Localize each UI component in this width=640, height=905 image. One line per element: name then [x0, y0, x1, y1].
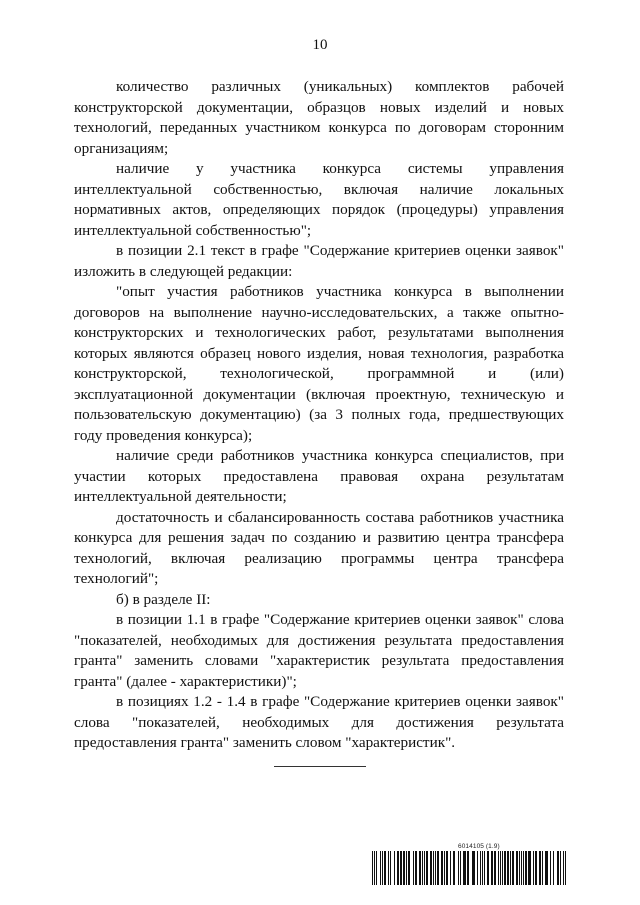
paragraph: в позиции 2.1 текст в графе "Содержание критериев оценки заявок" изложить в следующей редакции:: [74, 242, 564, 280]
page-number: 10: [312, 37, 328, 53]
paragraph: б) в разделе II:: [116, 590, 211, 608]
paragraph: наличие у участника конкурса системы управления интеллектуальной собственностью, включая наличие локальных нормативных актов, определяющих порядок (процедуры) управления интеллектуальной собственностью";: [74, 160, 564, 239]
document-body: [74, 77, 564, 754]
paragraph: достаточность и сбалансированность состава работников участника конкурса для решения задач по созданию и развитию центра трансфера технологий, включая реализацию программы центра трансфера технологий";: [74, 508, 564, 587]
paragraph: наличие среди работников участника конкурса специалистов, при участии которых предоставлена правовая охрана результатам интеллектуальной деятельности;: [74, 447, 564, 505]
paragraph: количество различных (уникальных) комплектов рабочей конструкторской документации, образцов новых изделий и новых технологий, переданных участником конкурса по договорам сторонним организациям;: [74, 78, 564, 157]
barcode: [372, 851, 566, 885]
end-divider: [274, 766, 366, 767]
paragraph: "опыт участия работников участника конкурса в выполнении договоров на выполнение научно-исследовательских, а также опытно-конструкторских и технологических работ, результатами выполнения которых являются образец нового изделия, новая технология, разработка конструкторской, технологической, программной и (или) эксплуатационной документации (включая проектную, техническую и пользовательскую документацию) (за 3 полных года, предшествующих году проведения конкурса);: [74, 283, 564, 444]
paragraph: в позициях 1.2 - 1.4 в графе "Содержание критериев оценки заявок" слова "показателей, необходимых для достижения результата предоставления гранта" заменить словом "характеристик".: [74, 693, 564, 751]
paragraph: в позиции 1.1 в графе "Содержание критериев оценки заявок" слова "показателей, необходимых для достижения результата предоставления гранта" заменить словами "характеристик результата предоставления гранта" (далее - характеристики)";: [74, 611, 564, 690]
barcode-code: 6014105 (1.9): [458, 843, 500, 850]
